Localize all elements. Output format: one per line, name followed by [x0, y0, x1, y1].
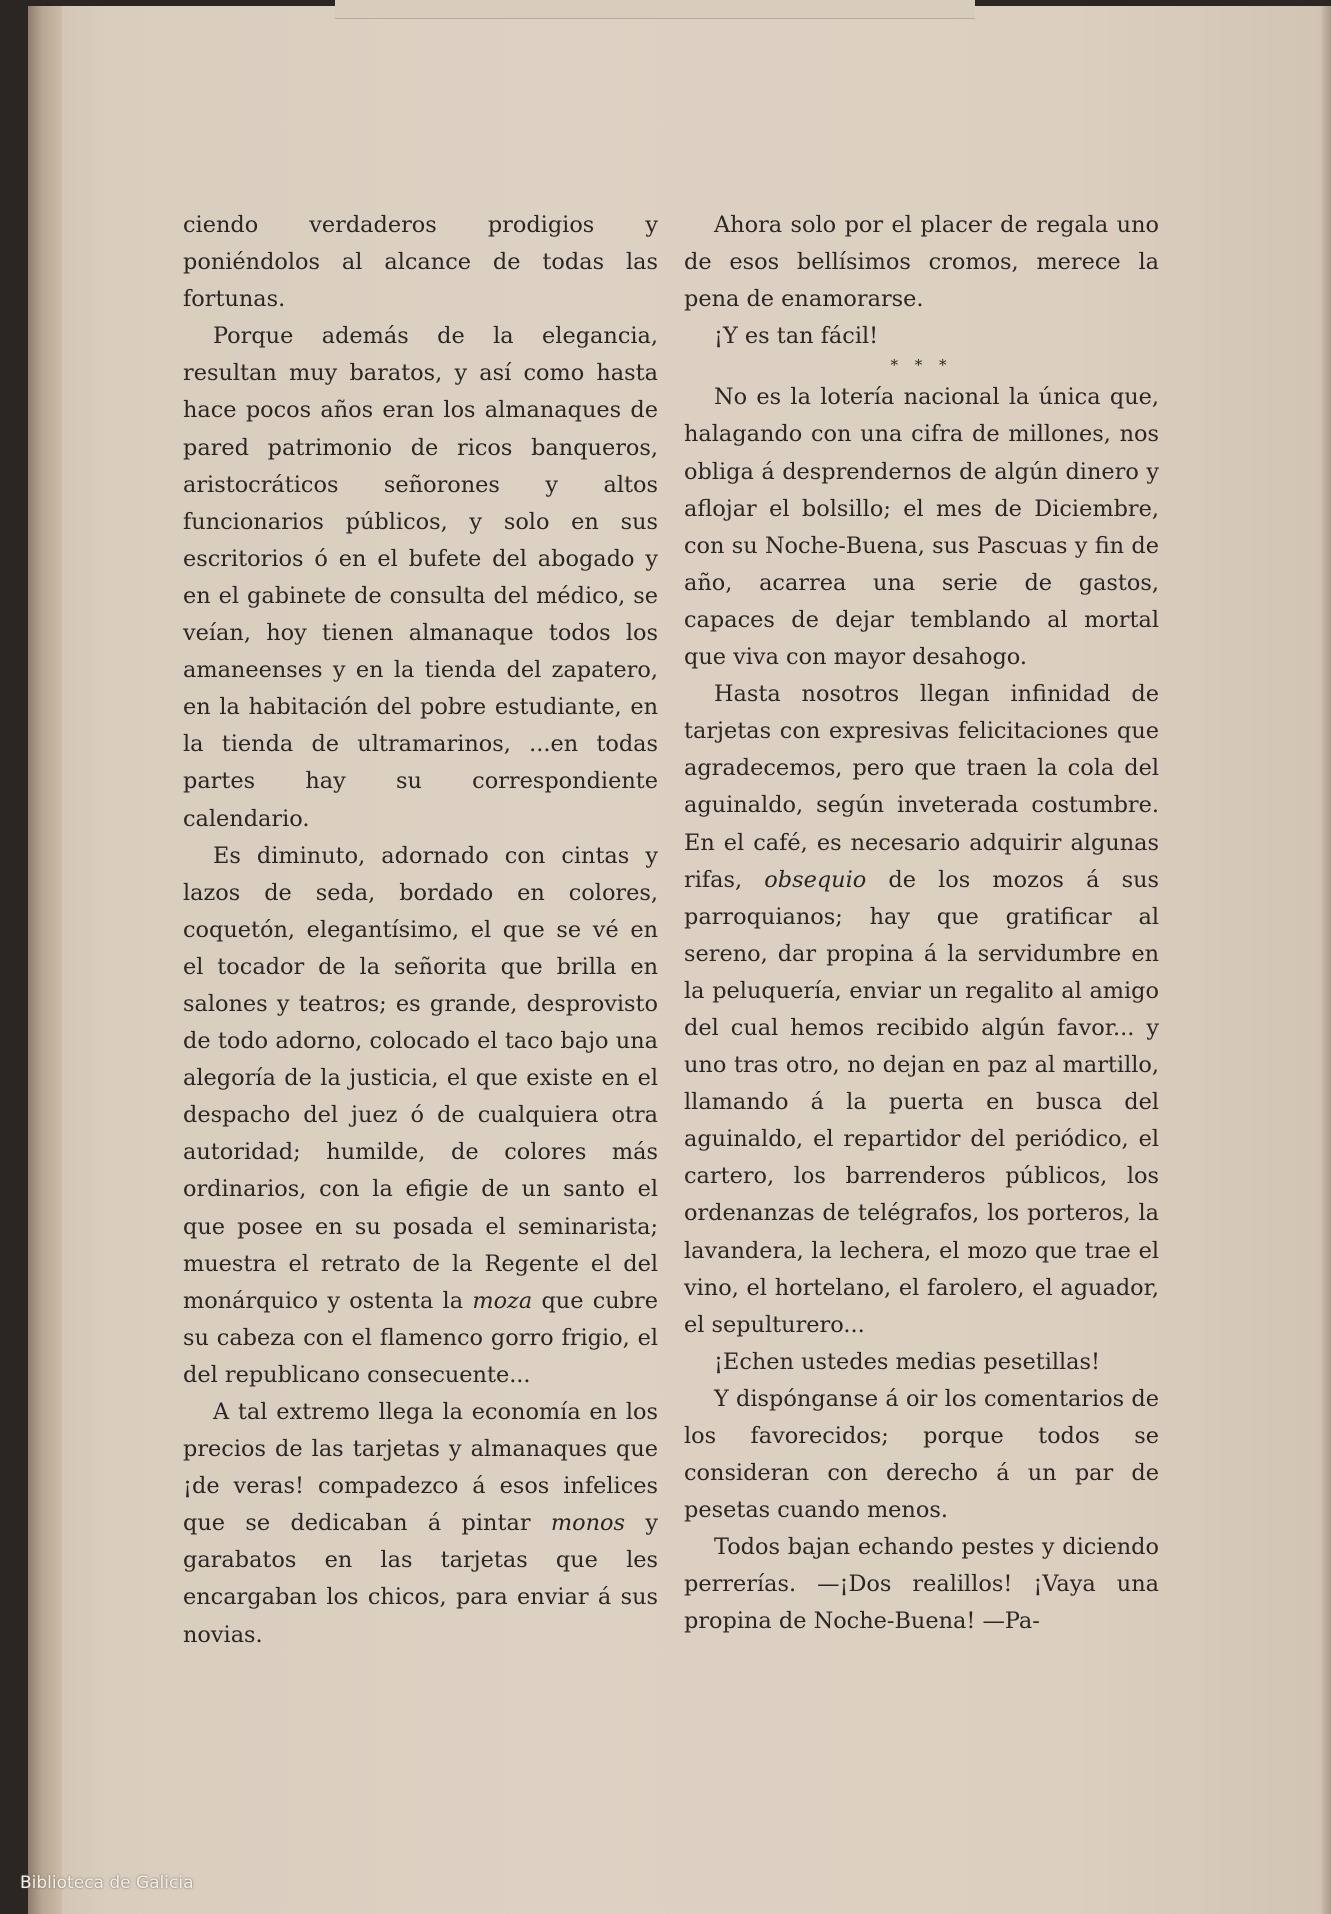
paragraph-text: Hasta nosotros llegan infinidad de tarjetas con expresivas felicitaciones que agradecemos, pero que traen la cola del aguinaldo, según inveterada costumbre. En el café, es necesario adquirir algunas rifas,: [684, 681, 1159, 893]
italic-word: moza: [472, 1287, 533, 1314]
paragraph: [183, 1394, 658, 1654]
top-paper-strip: [335, 0, 975, 19]
italic-word: monos: [550, 1510, 625, 1537]
paragraph-text: que cubre su cabeza con el flamenco gorro frigio, el del republicano consecuente...: [183, 1287, 658, 1388]
page-right-edge: [1321, 6, 1331, 1914]
paragraph: Ahora solo por el placer de regala uno de esos bellísimos cromos, merece la pena de enamorarse.: [684, 212, 1159, 313]
paragraph-text: Es diminuto, adornado con cintas y lazos de seda, bordado en colores, coquetón, elegantísimo, el que se vé en el tocador de la señorita que brilla en salones y teatros; es grande, desprovisto de todo adorno, colocado el taco bajo una alegoría de la justicia, el que existe en el despacho del juez ó de cualquiera otra autoridad; humilde, de colores más ordinarios, con la efigie de un santo el que posee en su posada el seminarista; muestra el retrato de la Regente el del monárquico y ostenta la: [183, 842, 658, 1314]
library-watermark: Biblioteca de Galicia: [20, 1873, 194, 1893]
paragraph: No es la lotería nacional la única que, halagando con una cifra de millones, nos obliga á desprendernos de algún dinero y aflojar el bolsillo; el mes de Diciembre, con su Noche-Buena, sus Pascuas y fin de año, acarrea una serie de gastos, capaces de dejar temblando al mortal que viva con mayor desahogo.: [684, 384, 1159, 671]
left-text-column: [183, 207, 658, 1654]
asterism-separator: * * *: [890, 356, 953, 375]
paragraph: Todos bajan echando pestes y diciendo perrerías. —¡Dos realillos! ¡Vaya una propina de Noche-Buena! —Pa-: [684, 1534, 1159, 1635]
paragraph: [684, 676, 1159, 1344]
paragraph: ¡Y es tan fácil!: [714, 323, 879, 350]
paragraph: [183, 838, 658, 1394]
page-binding-edge: [28, 6, 62, 1914]
paragraph: ciendo verdaderos prodigios y poniéndolos al alcance de todas las fortunas.: [183, 212, 658, 313]
italic-word: obsequio: [764, 866, 867, 893]
paragraph-text: de los mozos á sus parroquianos; hay que gratificar al sereno, dar propina á la servidumbre en la peluquería, enviar un regalito al amigo del cual hemos recibido algún favor... y uno tras otro, no dejan en paz al martillo, llamando á la puerta en busca del aguinaldo, el repartidor del periódico, el cartero, los barrenderos públicos, los ordenanzas de telégrafos, los porteros, la lavandera, la lechera, el mozo que trae el vino, el hortelano, el farolero, el aguador, el sepulturero...: [684, 866, 1159, 1338]
paragraph: Y dispónganse á oir los comentarios de los favorecidos; porque todos se consideran con derecho á un par de pesetas cuando menos.: [684, 1385, 1159, 1524]
paragraph-text: A tal extremo llega la economía en los precios de las tarjetas y almanaques que ¡de veras! compadezco á esos infelices que se dedicaban á pintar: [183, 1399, 658, 1537]
paragraph: ¡Echen ustedes medias pesetillas!: [714, 1348, 1101, 1375]
paragraph: Porque además de la elegancia, resultan muy baratos, y así como hasta hace pocos años eran los almanaques de pared patrimonio de ricos banqueros, aristocráticos señorones y altos funcionarios públicos, y solo en sus escritorios ó en el bufete del abogado y en el gabinete de consulta del médico, se veían, hoy tienen almanaque todos los amaneenses y en la tienda del zapatero, en la habitación del pobre estudiante, en la tienda de ultramarinos, ...en todas partes hay su correspondiente calendario.: [183, 323, 658, 832]
right-text-column: [684, 207, 1159, 1641]
paragraph-text: y garabatos en las tarjetas que les encargaban los chicos, para enviar á sus novias.: [183, 1510, 658, 1648]
